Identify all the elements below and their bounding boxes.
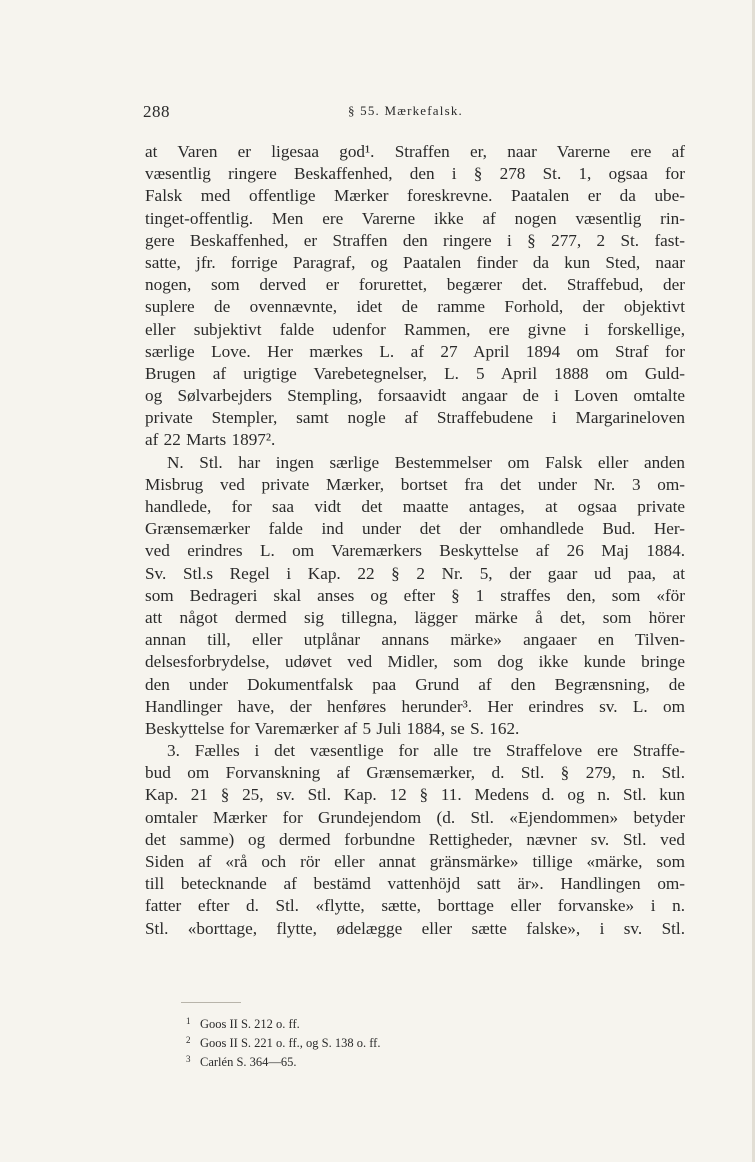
footnote-text: Carlén S. 364—65.	[200, 1055, 297, 1069]
text-line: det samme) og dermed forbundne Rettigheder, nævner sv. Stl. ved	[145, 829, 685, 849]
text-line: N. Stl. har ingen særlige Bestemmelser om Falsk eller anden	[167, 452, 685, 472]
text-line: og Sølvarbejders Stempling, forsaavidt angaar de i Loven omtalte	[145, 386, 685, 406]
footnote	[186, 1031, 546, 1050]
footnote	[186, 1012, 546, 1031]
text-line: særlige Love. Her mærkes L. af 27 April 1894 om Straf for	[145, 341, 685, 361]
text-line: som Bedrageri skal anses og efter § 1 straffes den, som «för	[145, 585, 685, 605]
footnote-text: Goos II S. 212 o. ff.	[200, 1017, 300, 1031]
text-line: den under Dokumentfalsk paa Grund af den Begrænsning, de	[145, 674, 685, 694]
footnotes	[186, 1012, 546, 1069]
page-number: 288	[143, 102, 170, 121]
text-line: Sv. Stl.s Regel i Kap. 22 § 2 Nr. 5, der gaar ud paa, at	[145, 563, 685, 583]
text-line: private Stempler, samt nogle af Straffebudene i Margarineloven	[145, 408, 685, 428]
text-line: att något dermed sig tillegna, lägger märke å det, som hörer	[145, 607, 685, 627]
text-line: Siden af «rå och rör eller annat gränsmärke» tillige «märke, som	[145, 852, 685, 871]
text-line: satte, jfr. forrige Paragraf, og Paatalen finder da kun Sted, naar	[145, 252, 685, 272]
text-line: Kap. 21 § 25, sv. Stl. Kap. 12 § 11. Medens d. og n. Stl. kun	[145, 785, 685, 805]
text-line: Stl. «borttage, flytte, ødelægge eller sætte falske», i sv. Stl.	[145, 918, 685, 938]
footnote-divider	[181, 1002, 241, 1003]
text-line: eller subjektivt falde udenfor Rammen, ere givne i forskellige,	[145, 319, 685, 339]
text-line: at Varen er ligesaa god¹. Straffen er, naar Varerne ere af	[145, 142, 685, 161]
text-line: af 22 Marts 1897².	[145, 430, 276, 450]
footnote-mark: 1	[186, 1016, 191, 1026]
footnote-mark: 3	[186, 1054, 191, 1064]
text-line: handlede, for saa vidt det maatte antages, at ogsaa private	[145, 497, 685, 516]
footnote-text: Goos II S. 221 o. ff., og S. 138 o. ff.	[200, 1036, 381, 1050]
text-line: till betecknande af bestämd vattenhöjd satt är». Handlingen om-	[145, 874, 685, 894]
text-line: væsentlig ringere Beskaffenhed, den i § 278 St. 1, ogsaa for	[145, 164, 685, 184]
text-line: tinget-offentlig. Men ere Varerne ikke af nogen væsentlig rin-	[145, 208, 685, 228]
running-head: § 55. Mærkefalsk.	[348, 103, 463, 118]
text-line: nogen, som derved er forurettet, begærer det. Straffebud, der	[145, 275, 685, 295]
text-line: suplere de ovennævnte, idet de ramme Forhold, der objektivt	[145, 297, 685, 317]
text-line: ved erindres L. om Varemærkers Beskyttelse af 26 Maj 1884.	[145, 541, 685, 561]
text-line: 3. Fælles i det væsentlige for alle tre Straffelove ere Straffe-	[167, 741, 685, 761]
text-line: delsesforbrydelse, udøvet ved Midler, som dog ikke kunde bringe	[145, 652, 685, 672]
text-line: bud om Forvanskning af Grænsemærker, d. Stl. § 279, n. Stl.	[145, 763, 685, 783]
text-line: Brugen af urigtige Varebetegnelser, L. 5 April 1888 om Guld-	[145, 363, 685, 383]
text-line: Misbrug ved private Mærker, bortset fra det under Nr. 3 om-	[145, 474, 685, 494]
text-line: Falsk med offentlige Mærker foreskrevne. Paatalen er da ube-	[145, 186, 685, 206]
text-line: omtaler Mærker for Grundejendom (d. Stl. «Ejendommen» betyder	[145, 807, 685, 827]
page-header	[143, 102, 683, 126]
footnote-mark: 2	[186, 1035, 191, 1045]
text-line: gere Beskaffenhed, er Straffen den ringere i § 277, 2 St. fast-	[145, 230, 685, 250]
text-line: annan till, eller utplånar annans märke» angaaer en Tilven-	[145, 630, 685, 650]
footnote	[186, 1050, 546, 1069]
text-line: Handlinger have, der henføres herunder³. Her erindres sv. L. om	[145, 696, 685, 716]
text-line: fatter efter d. Stl. «flytte, sætte, borttage eller forvanske» i n.	[145, 896, 685, 916]
body-text	[145, 141, 685, 940]
text-line: Beskyttelse for Varemærker af 5 Juli 1884, se S. 162.	[145, 718, 520, 738]
text-line: Grænsemærker falde ind under det der omhandlede Bud. Her-	[145, 519, 685, 539]
